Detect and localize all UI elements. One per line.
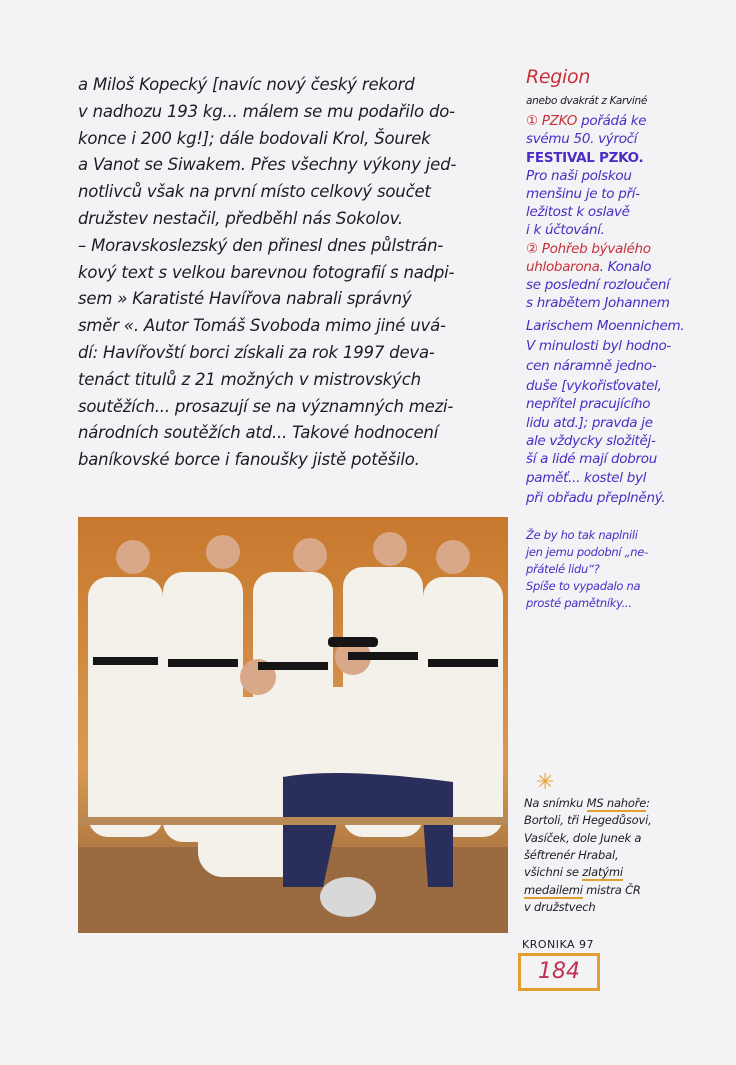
text-line: sem » Karatisté Havířova nabrali správný [78, 289, 412, 309]
text-line: dí: Havířovští borci získali za rok 1997 deva- [78, 343, 435, 362]
text-line: družstev nestačil, předběhl nás Sokolov. [78, 209, 403, 228]
sidebar-line [526, 185, 640, 203]
sidebar-text: při obřadu přeplněný. [526, 490, 666, 506]
sidebar-text: ① PZKO [526, 113, 582, 129]
caption-line [524, 883, 641, 898]
text-line: tenáct titulů z 21 možných v mistrovských [78, 369, 421, 389]
chronicle-label: KRONIKA 97 [522, 938, 595, 951]
caption-line [524, 900, 595, 915]
sidebar-title: Region [526, 66, 591, 88]
sidebar-text: paměť... kostel byl [526, 470, 647, 486]
sidebar-text: ležitost k oslavě [526, 204, 630, 220]
team-photo [78, 517, 508, 933]
caption-text: Na snímku [524, 796, 587, 810]
caption-text: všichni se [524, 865, 583, 880]
note-line: prosté pamětníky... [526, 596, 632, 610]
caption-text: v družstvech [524, 899, 596, 914]
sidebar-text: Pro naši polskou [526, 168, 632, 184]
sidebar-text: s hrabětem Johannem [526, 295, 670, 311]
note-line: Spíše to vypadalo na [526, 579, 641, 593]
sidebar-text: svému 50. výročí [526, 131, 638, 147]
sidebar-line [526, 130, 637, 148]
note-line: přátelé lidu“? [526, 562, 600, 576]
sidebar-text: ② Pohřeb bývalého [526, 241, 651, 257]
sidebar-line [526, 276, 670, 294]
sidebar-line [526, 240, 651, 258]
sidebar-line [526, 432, 656, 450]
text-line: notlivců však na první místo celkový součet [78, 182, 431, 202]
caption-line [524, 813, 652, 828]
sidebar-text: lidu atd.]; pravda je [526, 415, 653, 431]
sidebar-text: cen náramně jedno- [526, 358, 657, 374]
caption-line [524, 796, 650, 811]
sidebar-subtitle: anebo dvakrát z Karviné [526, 95, 648, 107]
sidebar-line [526, 337, 671, 355]
sidebar-line [526, 149, 643, 167]
note-line: Že by ho tak naplnili [526, 528, 638, 542]
caption-line [524, 848, 618, 863]
sidebar-line [526, 377, 662, 395]
text-line: národních soutěžích atd... Takové hodnocení [78, 423, 439, 443]
sidebar-text: ší a lidé mají dobrou [526, 451, 657, 467]
caption-text: : [646, 796, 650, 810]
sidebar-text: duše [vykořisťovatel, [526, 378, 662, 394]
sidebar-text: . Konalo [599, 259, 652, 275]
caption-text: Bortoli, tři Hegedůsovi, [524, 813, 652, 828]
text-line: a Miloš Kopecký [navíc nový český rekord [78, 75, 415, 94]
sidebar-text: nepřítel pracujícího [526, 396, 651, 412]
text-line: konce i 200 kg!]; dále bodovali Krol, Šourek [78, 128, 431, 148]
caption-line [524, 865, 623, 880]
asterisk-icon: ✳ [536, 770, 555, 795]
text-line: kový text s velkou barevnou fotografií s nadpi- [78, 262, 455, 282]
sidebar-text: se poslední rozloučení [526, 277, 670, 293]
sidebar-text: i k účtování. [526, 222, 605, 238]
sidebar-text: pořádá ke [581, 113, 647, 129]
page-number: 184 [518, 953, 600, 991]
underlined-text: medailemi [524, 882, 583, 897]
sidebar-text: menšinu je to pří- [526, 186, 640, 202]
text-line: v nadhozu 193 kg... málem se mu podařilo do- [78, 101, 455, 121]
underlined-text: zlatými [582, 865, 623, 880]
text-line: směr «. Autor Tomáš Svoboda mimo jiné uvá- [78, 316, 446, 336]
sidebar-line [526, 112, 646, 130]
sidebar-text: Larischem Moennichem. [526, 318, 685, 334]
sidebar-line [526, 167, 632, 185]
sidebar-line [526, 395, 650, 413]
note-line: jen jemu podobní „ne- [526, 545, 648, 559]
text-line: – Moravskoslezský den přinesl dnes půlstrán- [78, 235, 444, 255]
sidebar-line [526, 294, 670, 312]
sidebar-line [526, 357, 656, 375]
text-line: soutěžích... prosazují se na významných mezi- [78, 396, 454, 416]
caption-text: šéftrenér Hrabal, [524, 847, 619, 862]
sidebar-text: uhlobarona [526, 259, 600, 275]
sidebar-text: ale vždycky složitěj- [526, 433, 656, 449]
sidebar-line [526, 203, 630, 221]
sidebar-text: V minulosti byl hodno- [526, 338, 671, 354]
sidebar-line [526, 450, 657, 468]
caption-text: Vasíček, dole Junek a [524, 830, 642, 845]
sidebar-line [526, 489, 665, 507]
text-line: a Vanot se Siwakem. Přes všechny výkony jed- [78, 155, 457, 175]
sidebar-line [526, 414, 653, 432]
caption-text: mistra ČR [582, 882, 641, 897]
sidebar-line [526, 317, 684, 335]
sidebar-line [526, 469, 646, 487]
text-line: baníkovské borce i fanoušky jistě potěšilo. [78, 450, 420, 470]
sidebar-line [526, 258, 651, 276]
underlined-text: MS nahoře [586, 796, 647, 810]
sidebar-text: FESTIVAL PZKO. [526, 150, 644, 166]
caption-line [524, 831, 641, 846]
sidebar-line [526, 221, 605, 239]
